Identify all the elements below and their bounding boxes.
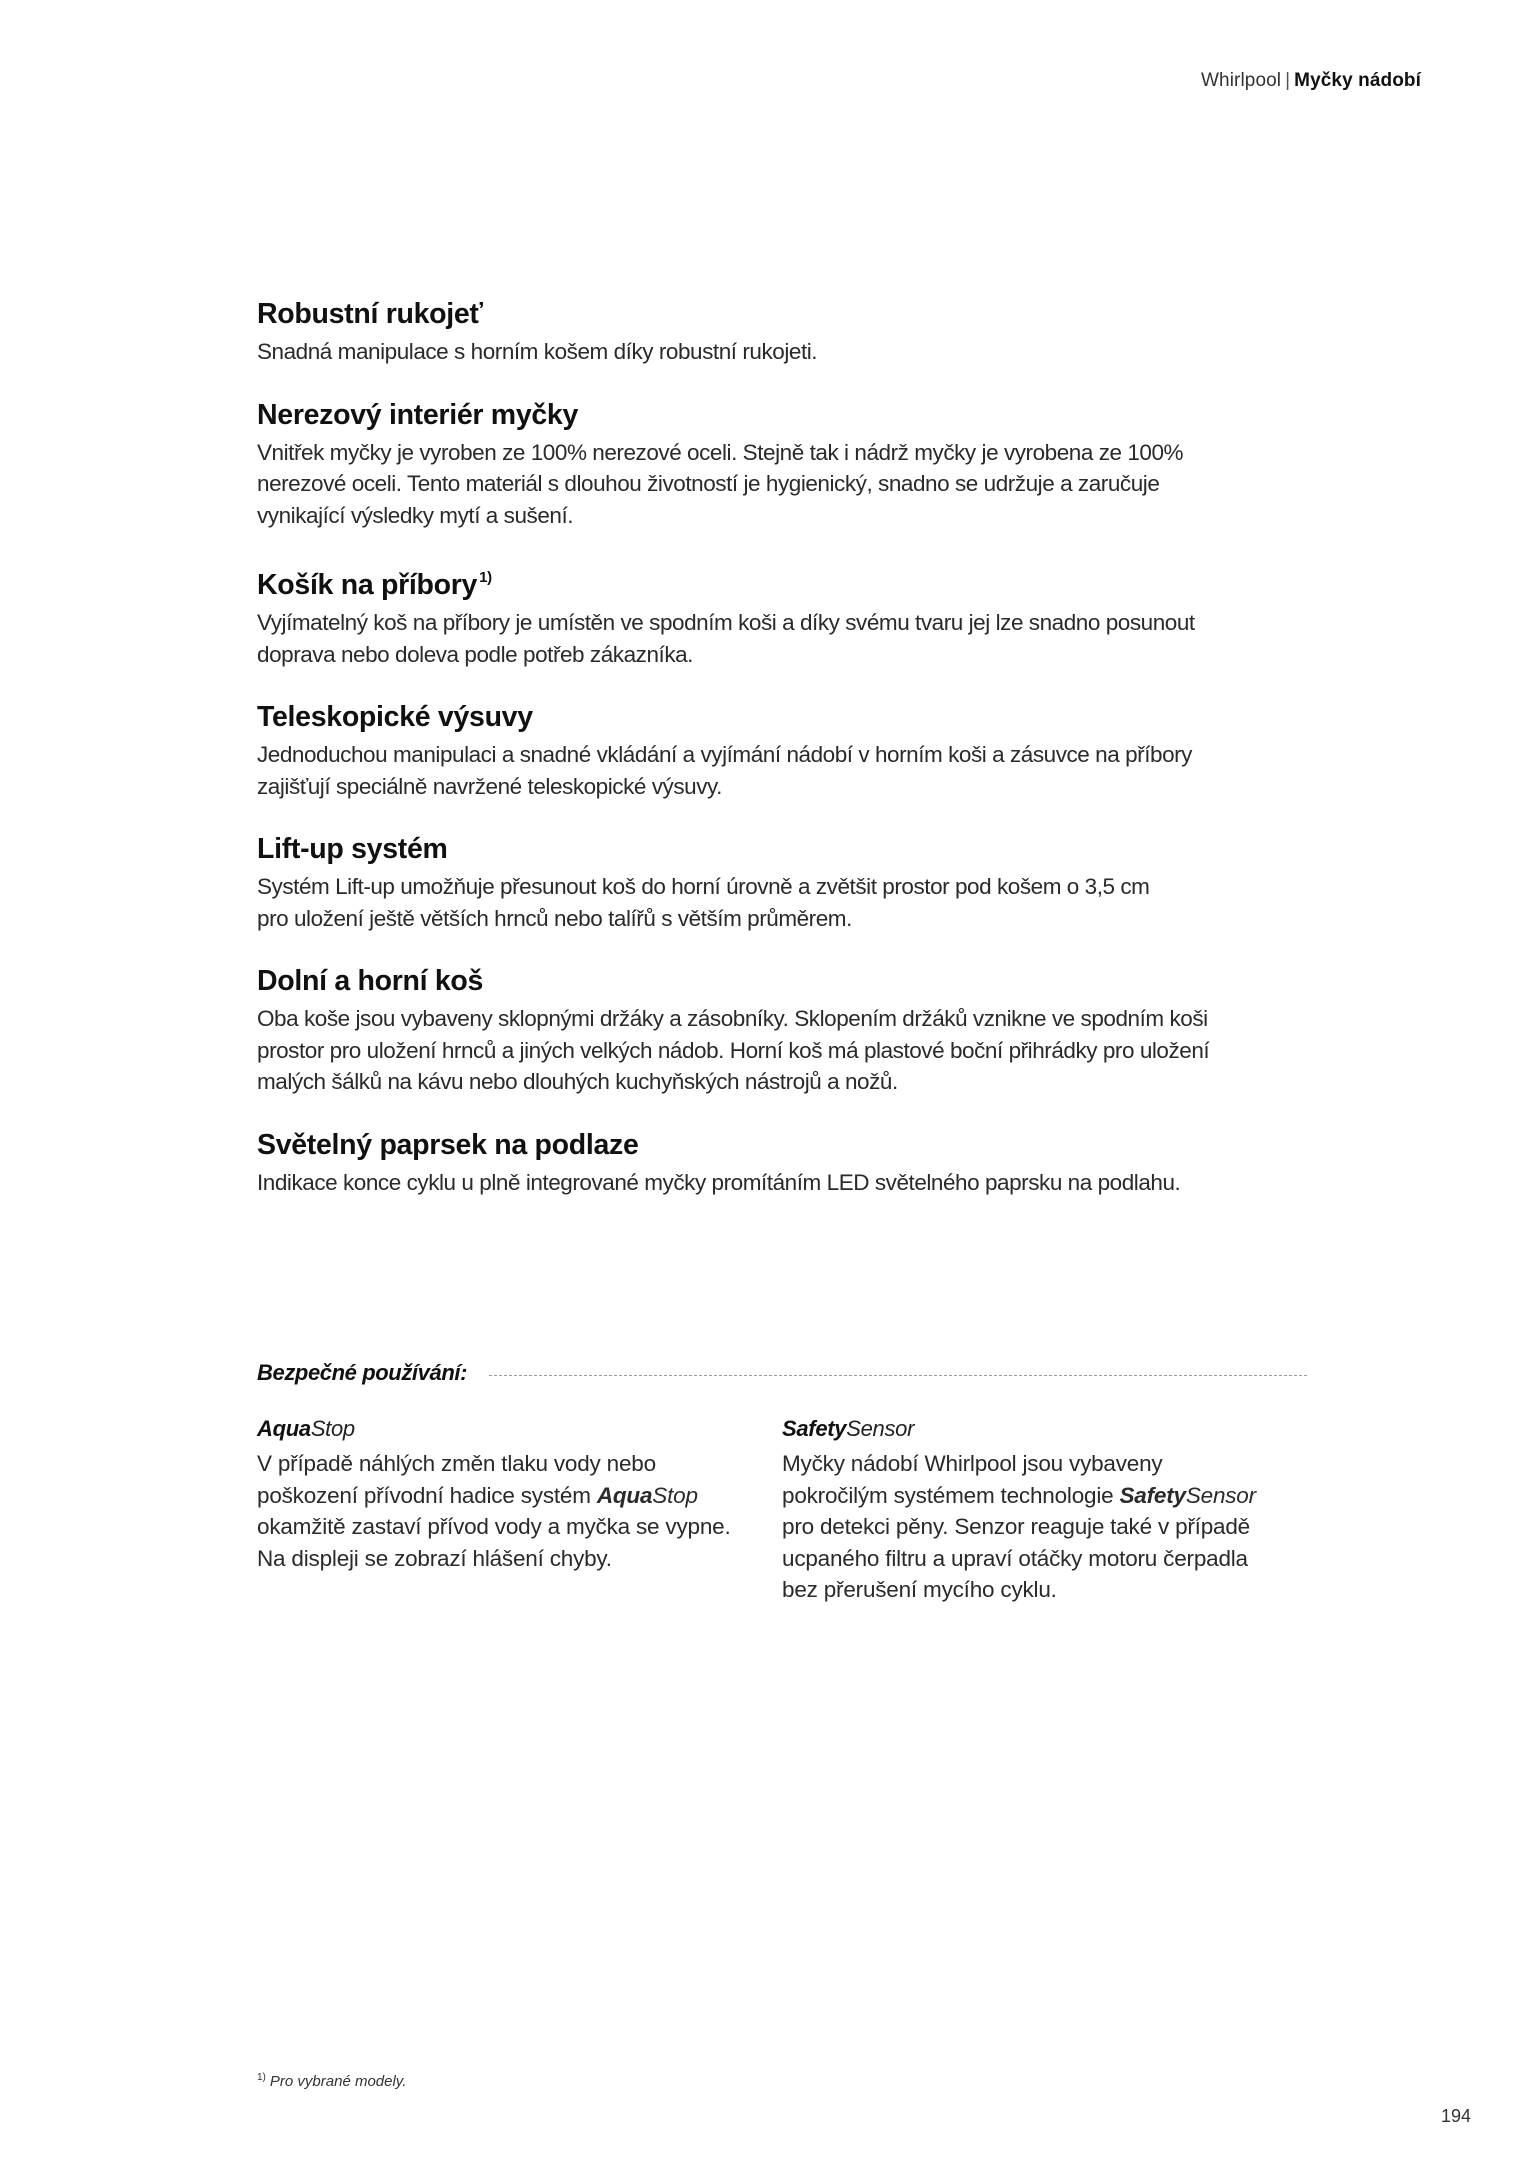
safety-section: [257, 1360, 1307, 1606]
feature-title: [257, 963, 1307, 999]
text-part: Myčky nádobí Whirlpool jsou vybaveny pokročilým systémem technologie: [782, 1451, 1163, 1508]
text-line: pro uložení ještě větších hrnců nebo talířů s větším průměrem.: [257, 905, 852, 931]
text-line: malých šálků na kávu nebo dlouhých kuchyňských nástrojů a nožů.: [257, 1069, 898, 1094]
feature-title: [257, 397, 1307, 433]
feature-lift-up-system: [257, 831, 1307, 934]
aquastop-text: [257, 1448, 737, 1574]
safety-title: Bezpečné používání:: [257, 1360, 467, 1385]
feature-text: [257, 437, 1307, 532]
feature-lower-upper-basket: [257, 963, 1307, 1098]
feature-title: [257, 1127, 1307, 1163]
safety-header: [257, 1360, 1307, 1386]
footnote: [257, 2072, 406, 2090]
safetysensor-name-bold: Safety: [782, 1416, 847, 1441]
text-line: nerezové oceli. Tento materiál s dlouhou životností je hygienický, snadno se udržuje a zaručuje: [257, 471, 1160, 496]
footnote-reference: 1): [479, 569, 492, 586]
safetysensor-text: [782, 1448, 1262, 1606]
feature-text: [257, 871, 1307, 934]
safetysensor-title: [782, 1416, 1307, 1442]
feature-text: [257, 739, 1307, 802]
feature-text: [257, 1003, 1307, 1098]
page-number: 194: [1441, 2106, 1472, 2126]
feature-title: [257, 831, 1307, 867]
footnote-text: Pro vybrané modely.: [269, 2073, 407, 2090]
text-line: vynikající výsledky mytí a sušení.: [257, 502, 574, 528]
feature-floor-light-beam: [257, 1127, 1307, 1199]
feature-telescopic-rails: [257, 699, 1307, 802]
text-line: Jednoduchou manipulaci a snadné vkládání a vyjímání nádobí v horním koši a zásuvce na příbory: [257, 742, 1192, 767]
dashed-divider: [489, 1375, 1307, 1376]
header-separator: |: [1285, 70, 1291, 91]
safety-columns: [257, 1416, 1307, 1606]
feature-title-text: Robustní rukojeť: [257, 298, 483, 330]
feature-title-text: Dolní a horní koš: [257, 965, 484, 997]
aquastop-name-bold: Aqua: [257, 1416, 311, 1441]
safetysensor-column: [782, 1416, 1307, 1606]
feature-text: Snadná manipulace s horním košem díky robustní rukojeti.: [257, 339, 818, 364]
safetysensor-inline-bold: Safety: [1119, 1482, 1186, 1508]
page-header: [1201, 70, 1421, 92]
feature-title: [257, 560, 1307, 603]
feature-stainless-interior: [257, 397, 1307, 532]
feature-title-text: Košík na příbory: [257, 569, 478, 601]
feature-title-text: Světelný paprsek na podlaze: [257, 1128, 639, 1161]
footnote-marker: 1): [257, 2072, 266, 2083]
feature-title-text: Teleskopické výsuvy: [257, 701, 533, 733]
text-part: V případě náhlých změn tlaku vody nebo poškození přívodní hadice systém: [257, 1451, 656, 1508]
brand-name: Whirlpool: [1201, 70, 1282, 91]
feature-title: [257, 296, 1307, 332]
feature-robust-handle: [257, 296, 1307, 368]
text-line: Oba koše jsou vybaveny sklopnými držáky a zásobníky. Sklopením držáků vznikne ve spodním koši: [257, 1006, 1208, 1031]
text-line: doprava nebo doleva podle potřeb zákazníka.: [257, 641, 693, 667]
text-part: pro detekci pěny. Senzor reaguje také v případě ucpaného filtru a upraví otáčky motoru čerpadla bez přerušení mycího cyklu.: [782, 1514, 1250, 1602]
aquastop-title: [257, 1416, 782, 1442]
safetysensor-inline-italic: Sensor: [1185, 1482, 1256, 1508]
feature-title: [257, 699, 1307, 735]
aquastop-inline-bold: Aqua: [596, 1482, 653, 1508]
aquastop-column: [257, 1416, 782, 1606]
text-part: okamžitě zastaví přívod vody a myčka se vypne. Na displeji se zobrazí hlášení chyby.: [257, 1514, 731, 1571]
aquastop-inline-italic: Stop: [652, 1482, 698, 1508]
features-list: [257, 296, 1307, 1227]
text-line: zajišťují speciálně navržené teleskopické výsuvy.: [257, 773, 722, 799]
aquastop-name-italic: Stop: [310, 1416, 355, 1441]
feature-text: [257, 607, 1307, 670]
feature-title-text: Nerezový interiér myčky: [257, 398, 579, 431]
feature-title-text: Lift-up systém: [257, 833, 448, 865]
text-line: Vyjímatelný koš na příbory je umístěn ve spodním koši a díky svému tvaru jej lze snadno posunout: [257, 610, 1195, 635]
text-line: Systém Lift-up umožňuje přesunout koš do horní úrovně a zvětšit prostor pod košem o 3,5 cm: [257, 874, 1150, 899]
text-line: Vnitřek myčky je vyroben ze 100% nerezové oceli. Stejně tak i nádrž myčky je vyrobena ze 100%: [257, 439, 1184, 465]
text-line: prostor pro uložení hrnců a jiných velkých nádob. Horní koš má plastové boční přihrádky pro uložení: [257, 1037, 1210, 1063]
feature-text: Indikace konce cyklu u plně integrované myčky promítáním LED světelného paprsku na podlahu.: [257, 1169, 1181, 1195]
feature-cutlery-basket: [257, 560, 1307, 670]
section-name: Myčky nádobí: [1294, 70, 1421, 91]
safetysensor-name-italic: Sensor: [846, 1416, 915, 1441]
